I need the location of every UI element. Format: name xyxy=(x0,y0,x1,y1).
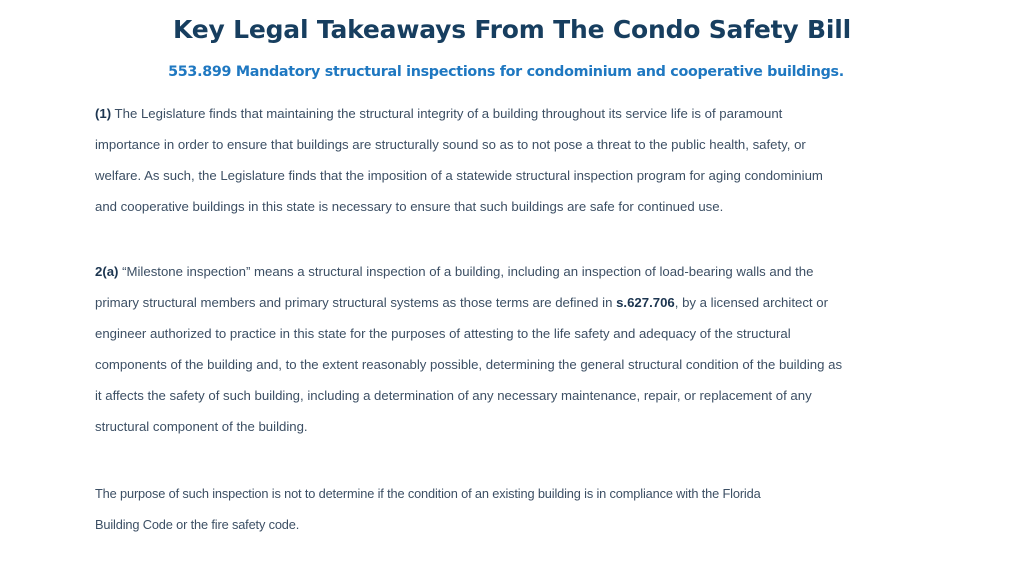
paragraph-section-2a xyxy=(95,256,945,442)
paragraph-line: structural component of the building. xyxy=(95,419,308,434)
paragraph-line: (1) The Legislature finds that maintaining the structural integrity of a building throughout its service life is of paramount xyxy=(95,106,783,121)
section-number: (1) xyxy=(95,106,112,121)
paragraph-line: primary structural members and primary structural systems as those terms are defined in s.627.706, by a licensed architect or xyxy=(95,295,828,310)
statute-reference: s.627.706 xyxy=(616,295,675,310)
page-title: Key Legal Takeaways From The Condo Safety Bill xyxy=(173,15,851,44)
paragraph-line: welfare. As such, the Legislature finds that the imposition of a statewide structural inspection program for aging condominium xyxy=(95,168,823,183)
paragraph-line: components of the building and, to the extent reasonably possible, determining the general structural condition of the building as xyxy=(95,357,843,372)
paragraph-line: importance in order to ensure that buildings are structurally sound so as to not pose a threat to the public health, safety, or xyxy=(95,137,806,152)
paragraph-section-1 xyxy=(95,98,945,222)
section-subtitle: 553.899 Mandatory structural inspections for condominium and cooperative buildings. xyxy=(168,64,844,80)
paragraph-purpose xyxy=(95,478,945,540)
paragraph-line: The purpose of such inspection is not to determine if the condition of an existing building is in compliance with the Florida xyxy=(95,486,761,501)
paragraph-line: engineer authorized to practice in this state for the purposes of attesting to the life safety and adequacy of the structural xyxy=(95,326,791,341)
paragraph-line: it affects the safety of such building, including a determination of any necessary maintenance, repair, or replacement of any xyxy=(95,388,812,403)
paragraph-line: Building Code or the fire safety code. xyxy=(95,517,300,532)
paragraph-line: 2(a) “Milestone inspection” means a structural inspection of a building, including an inspection of load-bearing walls and the xyxy=(95,264,814,279)
section-number: 2(a) xyxy=(95,264,119,279)
paragraph-line: and cooperative buildings in this state is necessary to ensure that such buildings are safe for continued use. xyxy=(95,199,724,214)
